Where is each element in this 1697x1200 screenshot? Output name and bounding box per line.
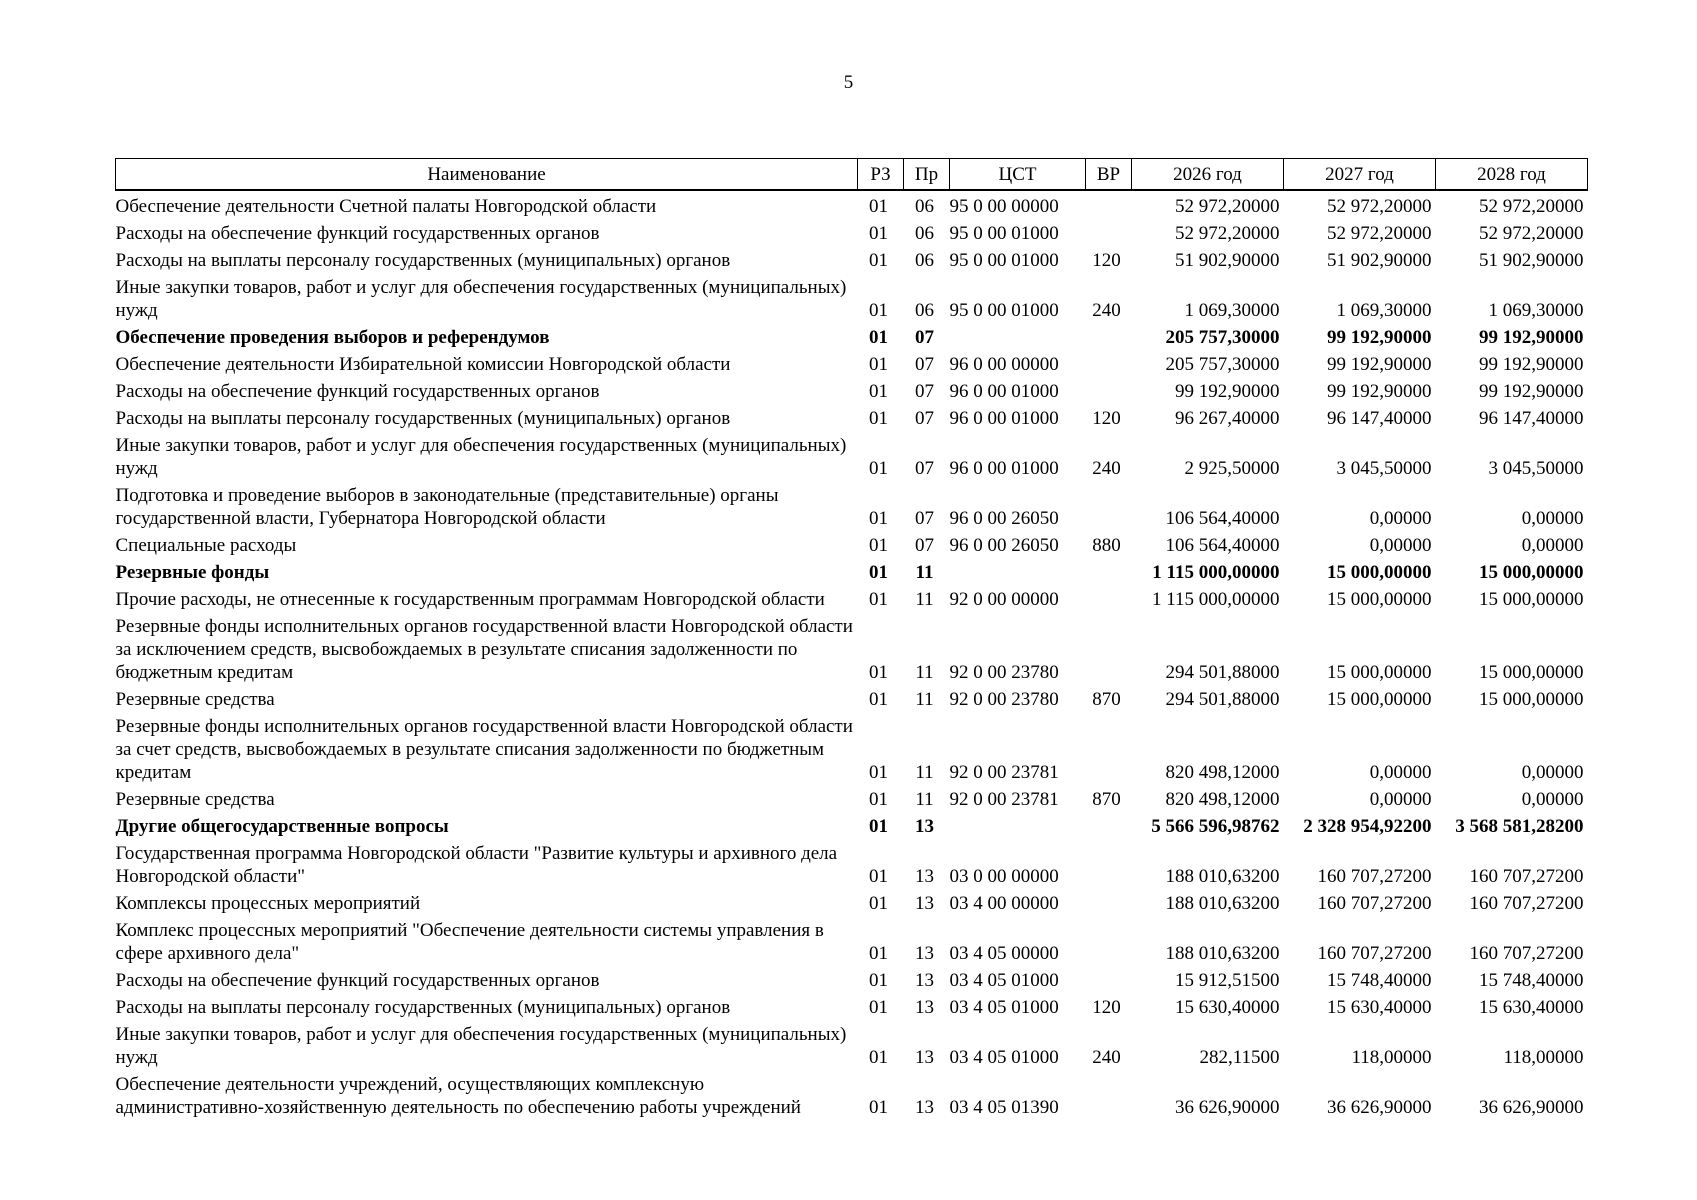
row-2026: 51 902,90000 xyxy=(1175,250,1280,271)
row-2026: 1 115 000,00000 xyxy=(1152,562,1280,583)
table-row xyxy=(116,1021,1588,1071)
table-row xyxy=(116,482,1588,532)
row-pr: 13 xyxy=(915,816,934,837)
table-row xyxy=(116,713,1588,786)
table-row xyxy=(116,324,1588,351)
row-2027: 51 902,90000 xyxy=(1327,250,1432,271)
row-2027: 99 192,90000 xyxy=(1327,381,1432,402)
row-2028: 96 147,40000 xyxy=(1479,408,1584,429)
row-vr: 240 xyxy=(1092,300,1121,321)
row-rz: 01 xyxy=(869,196,888,217)
row-rz: 01 xyxy=(869,1097,888,1118)
row-vr xyxy=(1086,220,1132,247)
row-name: Расходы на выплаты персоналу государственных (муниципальных) органов xyxy=(115,408,731,429)
row-cst: 03 4 05 01390 xyxy=(949,1097,1059,1118)
row-rz: 01 xyxy=(869,943,888,964)
row-cst: 95 0 00 01000 xyxy=(949,223,1059,244)
table-row xyxy=(116,1071,1588,1121)
table-row xyxy=(116,917,1588,967)
row-pr: 06 xyxy=(915,223,934,244)
row-name: Обеспечение деятельности Счетной палаты Новгородской области xyxy=(115,196,657,217)
row-2027: 15 630,40000 xyxy=(1327,997,1432,1018)
row-rz: 01 xyxy=(869,866,888,887)
row-pr: 11 xyxy=(915,789,934,810)
row-2026: 15 912,51500 xyxy=(1175,970,1280,991)
row-rz: 01 xyxy=(869,662,888,683)
row-2026: 106 564,40000 xyxy=(1165,535,1280,556)
row-2027: 2 328 954,92200 xyxy=(1303,816,1432,837)
row-rz: 01 xyxy=(869,223,888,244)
row-name: Подготовка и проведение выборов в законодательные (представительные) органы государственной власти, Губернатора Новгородской области xyxy=(115,485,779,529)
row-2028: 160 707,27200 xyxy=(1469,866,1584,887)
row-2027: 0,00000 xyxy=(1369,789,1432,810)
row-name: Резервные фонды xyxy=(115,562,270,583)
row-cst: 96 0 00 00000 xyxy=(949,354,1059,375)
row-pr: 13 xyxy=(915,943,934,964)
row-cst: 03 4 05 00000 xyxy=(949,943,1059,964)
row-2028: 15 000,00000 xyxy=(1479,562,1584,583)
row-pr: 13 xyxy=(915,1047,934,1068)
row-name: Иные закупки товаров, работ и услуг для обеспечения государственных (муниципальных) нужд xyxy=(115,277,847,321)
row-cst: 96 0 00 01000 xyxy=(949,408,1059,429)
row-vr xyxy=(1086,840,1132,890)
row-2028: 3 568 581,28200 xyxy=(1455,816,1584,837)
row-cst: 92 0 00 23781 xyxy=(949,762,1059,783)
row-2026: 1 069,30000 xyxy=(1184,300,1280,321)
row-cst: 03 0 00 00000 xyxy=(949,866,1059,887)
row-vr xyxy=(1086,967,1132,994)
row-2027: 1 069,30000 xyxy=(1336,300,1432,321)
row-2026: 205 757,30000 xyxy=(1165,354,1280,375)
row-vr xyxy=(1086,917,1132,967)
row-pr: 11 xyxy=(915,562,934,583)
row-cst: 92 0 00 00000 xyxy=(949,589,1059,610)
row-rz: 01 xyxy=(869,354,888,375)
row-pr: 07 xyxy=(915,327,934,348)
row-name: Комплексы процессных мероприятий xyxy=(115,893,421,914)
header-2027: 2027 год xyxy=(1284,159,1436,191)
row-pr: 07 xyxy=(915,458,934,479)
table-body xyxy=(116,190,1588,1121)
row-2027: 3 045,50000 xyxy=(1336,458,1432,479)
row-2028: 118,00000 xyxy=(1503,1047,1584,1068)
row-2027: 15 000,00000 xyxy=(1327,662,1432,683)
row-2028: 0,00000 xyxy=(1521,789,1584,810)
row-pr: 06 xyxy=(915,250,934,271)
row-rz: 01 xyxy=(869,816,888,837)
row-vr xyxy=(1086,586,1132,613)
row-vr: 240 xyxy=(1092,1047,1121,1068)
row-cst: 92 0 00 23780 xyxy=(949,689,1059,710)
row-vr xyxy=(1086,378,1132,405)
row-name: Другие общегосударственные вопросы xyxy=(115,816,449,837)
row-name: Расходы на выплаты персоналу государственных (муниципальных) органов xyxy=(115,250,731,271)
row-name: Комплекс процессных мероприятий "Обеспечение деятельности системы управления в сфере архивного дела" xyxy=(115,920,824,964)
row-2027: 15 000,00000 xyxy=(1327,689,1432,710)
header-cst: ЦСТ xyxy=(950,159,1086,191)
row-name: Обеспечение деятельности учреждений, осуществляющих комплексную административно-хозяйственную деятельность по обеспечению работы учреждений xyxy=(115,1074,801,1118)
table-row xyxy=(116,994,1588,1021)
row-2027: 118,00000 xyxy=(1351,1047,1432,1068)
row-rz: 01 xyxy=(869,327,888,348)
row-rz: 01 xyxy=(869,893,888,914)
row-2028: 15 630,40000 xyxy=(1479,997,1584,1018)
row-2027: 15 000,00000 xyxy=(1327,562,1432,583)
table-row xyxy=(116,532,1588,559)
row-2028: 3 045,50000 xyxy=(1488,458,1584,479)
row-pr: 11 xyxy=(915,762,934,783)
row-pr: 11 xyxy=(915,689,934,710)
table-row xyxy=(116,190,1588,220)
table-row xyxy=(116,813,1588,840)
table-row xyxy=(116,378,1588,405)
row-name: Обеспечение деятельности Избирательной комиссии Новгородской области xyxy=(115,354,731,375)
row-vr xyxy=(1086,713,1132,786)
row-cst: 95 0 00 00000 xyxy=(949,196,1059,217)
table-row xyxy=(116,613,1588,686)
table-row xyxy=(116,890,1588,917)
row-2028: 0,00000 xyxy=(1521,508,1584,529)
row-rz: 01 xyxy=(869,458,888,479)
row-vr: 870 xyxy=(1092,689,1121,710)
row-name: Иные закупки товаров, работ и услуг для обеспечения государственных (муниципальных) нужд xyxy=(115,1024,847,1068)
row-2026: 205 757,30000 xyxy=(1165,327,1280,348)
row-2027: 15 748,40000 xyxy=(1327,970,1432,991)
row-vr xyxy=(1086,1071,1132,1121)
row-2028: 160 707,27200 xyxy=(1469,943,1584,964)
row-2026: 188 010,63200 xyxy=(1165,866,1280,887)
row-2028: 99 192,90000 xyxy=(1479,381,1584,402)
row-cst: 03 4 05 01000 xyxy=(949,1047,1059,1068)
row-name: Резервные фонды исполнительных органов государственной власти Новгородской области за счет средств, высвобождаемых в результате списания задолженности по бюджетным кредитам xyxy=(115,716,853,783)
row-2028: 160 707,27200 xyxy=(1469,893,1584,914)
row-pr: 07 xyxy=(915,508,934,529)
table-row xyxy=(116,405,1588,432)
table-row xyxy=(116,220,1588,247)
row-2027: 0,00000 xyxy=(1369,535,1432,556)
row-2027: 0,00000 xyxy=(1369,762,1432,783)
row-pr: 13 xyxy=(915,866,934,887)
table-row xyxy=(116,967,1588,994)
row-pr: 06 xyxy=(915,196,934,217)
row-pr: 07 xyxy=(915,408,934,429)
row-2028: 15 748,40000 xyxy=(1479,970,1584,991)
row-cst: 95 0 00 01000 xyxy=(949,300,1059,321)
row-2027: 52 972,20000 xyxy=(1327,223,1432,244)
row-rz: 01 xyxy=(869,589,888,610)
row-name: Расходы на обеспечение функций государственных органов xyxy=(115,223,600,244)
row-rz: 01 xyxy=(869,689,888,710)
row-2027: 160 707,27200 xyxy=(1317,893,1432,914)
row-name: Резервные средства xyxy=(115,789,275,810)
table-row xyxy=(116,351,1588,378)
row-2028: 0,00000 xyxy=(1521,762,1584,783)
row-pr: 11 xyxy=(915,589,934,610)
row-2026: 99 192,90000 xyxy=(1175,381,1280,402)
row-2028: 15 000,00000 xyxy=(1479,662,1584,683)
header-vr: ВР xyxy=(1086,159,1132,191)
row-rz: 01 xyxy=(869,300,888,321)
row-2026: 96 267,40000 xyxy=(1175,408,1280,429)
row-pr: 06 xyxy=(915,300,934,321)
row-cst: 96 0 00 01000 xyxy=(949,458,1059,479)
row-pr: 07 xyxy=(915,354,934,375)
row-rz: 01 xyxy=(869,970,888,991)
row-vr xyxy=(1086,482,1132,532)
row-vr xyxy=(1086,324,1132,351)
row-rz: 01 xyxy=(869,381,888,402)
row-rz: 01 xyxy=(869,762,888,783)
row-rz: 01 xyxy=(869,1047,888,1068)
row-2026: 5 566 596,98762 xyxy=(1151,816,1280,837)
row-name: Специальные расходы xyxy=(115,535,297,556)
row-2027: 160 707,27200 xyxy=(1317,866,1432,887)
row-cst: 96 0 00 01000 xyxy=(949,381,1059,402)
row-2027: 99 192,90000 xyxy=(1327,354,1432,375)
row-cst xyxy=(950,559,1086,586)
table-row xyxy=(116,686,1588,713)
row-2026: 1 115 000,00000 xyxy=(1151,589,1280,610)
row-pr: 13 xyxy=(915,1097,934,1118)
row-vr xyxy=(1086,613,1132,686)
row-2027: 36 626,90000 xyxy=(1327,1097,1432,1118)
row-2026: 820 498,12000 xyxy=(1165,762,1280,783)
table-row xyxy=(116,586,1588,613)
row-name: Прочие расходы, не отнесенные к государственным программам Новгородской области xyxy=(115,589,825,610)
row-2026: 36 626,90000 xyxy=(1175,1097,1280,1118)
row-cst: 92 0 00 23781 xyxy=(949,789,1059,810)
row-2027: 0,00000 xyxy=(1369,508,1432,529)
row-2026: 820 498,12000 xyxy=(1165,789,1280,810)
row-name: Государственная программа Новгородской области "Развитие культуры и архивного дела Новгородской области" xyxy=(115,843,838,887)
row-cst: 96 0 00 26050 xyxy=(949,508,1059,529)
row-vr: 240 xyxy=(1092,458,1121,479)
row-2026: 188 010,63200 xyxy=(1165,893,1280,914)
row-2026: 294 501,88000 xyxy=(1165,689,1280,710)
row-2026: 188 010,63200 xyxy=(1165,943,1280,964)
row-2027: 96 147,40000 xyxy=(1327,408,1432,429)
row-rz: 01 xyxy=(869,508,888,529)
row-2027: 15 000,00000 xyxy=(1327,589,1432,610)
row-2026: 294 501,88000 xyxy=(1165,662,1280,683)
row-name: Расходы на обеспечение функций государственных органов xyxy=(115,970,600,991)
row-2028: 15 000,00000 xyxy=(1479,689,1584,710)
row-name: Расходы на обеспечение функций государственных органов xyxy=(115,381,600,402)
row-pr: 13 xyxy=(915,893,934,914)
row-2028: 99 192,90000 xyxy=(1479,354,1584,375)
row-vr xyxy=(1086,351,1132,378)
table-row xyxy=(116,786,1588,813)
row-cst: 03 4 05 01000 xyxy=(949,997,1059,1018)
row-rz: 01 xyxy=(869,997,888,1018)
row-pr: 07 xyxy=(915,381,934,402)
row-vr xyxy=(1086,890,1132,917)
row-2027: 99 192,90000 xyxy=(1327,327,1432,348)
table-row xyxy=(116,559,1588,586)
row-rz: 01 xyxy=(869,789,888,810)
row-name: Резервные фонды исполнительных органов государственной власти Новгородской области за исключением средств, высвобождаемых в результате списания задолженности по бюджетным кредитам xyxy=(115,616,853,683)
row-pr: 13 xyxy=(915,970,934,991)
row-2026: 282,11500 xyxy=(1199,1047,1280,1068)
row-cst xyxy=(950,324,1086,351)
row-vr xyxy=(1086,190,1132,220)
row-2028: 15 000,00000 xyxy=(1479,589,1584,610)
header-name: Наименование xyxy=(116,159,858,191)
row-rz: 01 xyxy=(869,408,888,429)
header-rz: РЗ xyxy=(858,159,904,191)
header-2028: 2028 год xyxy=(1436,159,1588,191)
row-2028: 52 972,20000 xyxy=(1479,223,1584,244)
row-2026: 15 630,40000 xyxy=(1175,997,1280,1018)
header-2026: 2026 год xyxy=(1132,159,1284,191)
row-vr: 120 xyxy=(1092,408,1121,429)
row-cst: 03 4 05 01000 xyxy=(949,970,1059,991)
row-2027: 160 707,27200 xyxy=(1317,943,1432,964)
row-rz: 01 xyxy=(869,535,888,556)
row-name: Обеспечение проведения выборов и референдумов xyxy=(115,327,550,348)
budget-table xyxy=(115,158,1588,1121)
row-2026: 52 972,20000 xyxy=(1175,223,1280,244)
row-pr: 11 xyxy=(915,662,934,683)
row-vr xyxy=(1086,813,1132,840)
table-row xyxy=(116,274,1588,324)
row-vr: 120 xyxy=(1092,250,1121,271)
row-2026: 106 564,40000 xyxy=(1165,508,1280,529)
row-vr: 120 xyxy=(1092,997,1121,1018)
table-header-row xyxy=(116,159,1588,191)
table-row xyxy=(116,247,1588,274)
row-pr: 07 xyxy=(915,535,934,556)
row-vr: 880 xyxy=(1092,535,1121,556)
header-pr: Пр xyxy=(904,159,950,191)
row-vr: 870 xyxy=(1092,789,1121,810)
row-name: Иные закупки товаров, работ и услуг для обеспечения государственных (муниципальных) нужд xyxy=(115,435,847,479)
row-cst xyxy=(950,813,1086,840)
row-2028: 52 972,20000 xyxy=(1479,196,1584,217)
row-name: Расходы на выплаты персоналу государственных (муниципальных) органов xyxy=(115,997,731,1018)
row-cst: 95 0 00 01000 xyxy=(949,250,1059,271)
row-vr xyxy=(1086,559,1132,586)
table-row xyxy=(116,840,1588,890)
row-2026: 52 972,20000 xyxy=(1175,196,1280,217)
row-rz: 01 xyxy=(869,562,888,583)
row-2027: 52 972,20000 xyxy=(1327,196,1432,217)
page-number: 5 xyxy=(843,72,854,93)
row-2028: 1 069,30000 xyxy=(1488,300,1584,321)
row-pr: 13 xyxy=(915,997,934,1018)
row-2028: 99 192,90000 xyxy=(1479,327,1584,348)
row-2028: 36 626,90000 xyxy=(1479,1097,1584,1118)
row-2026: 2 925,50000 xyxy=(1184,458,1280,479)
table-row xyxy=(116,432,1588,482)
row-2028: 51 902,90000 xyxy=(1479,250,1584,271)
row-cst: 03 4 00 00000 xyxy=(949,893,1059,914)
row-2028: 0,00000 xyxy=(1521,535,1584,556)
row-cst: 92 0 00 23780 xyxy=(949,662,1059,683)
row-cst: 96 0 00 26050 xyxy=(949,535,1059,556)
row-name: Резервные средства xyxy=(115,689,275,710)
row-rz: 01 xyxy=(869,250,888,271)
